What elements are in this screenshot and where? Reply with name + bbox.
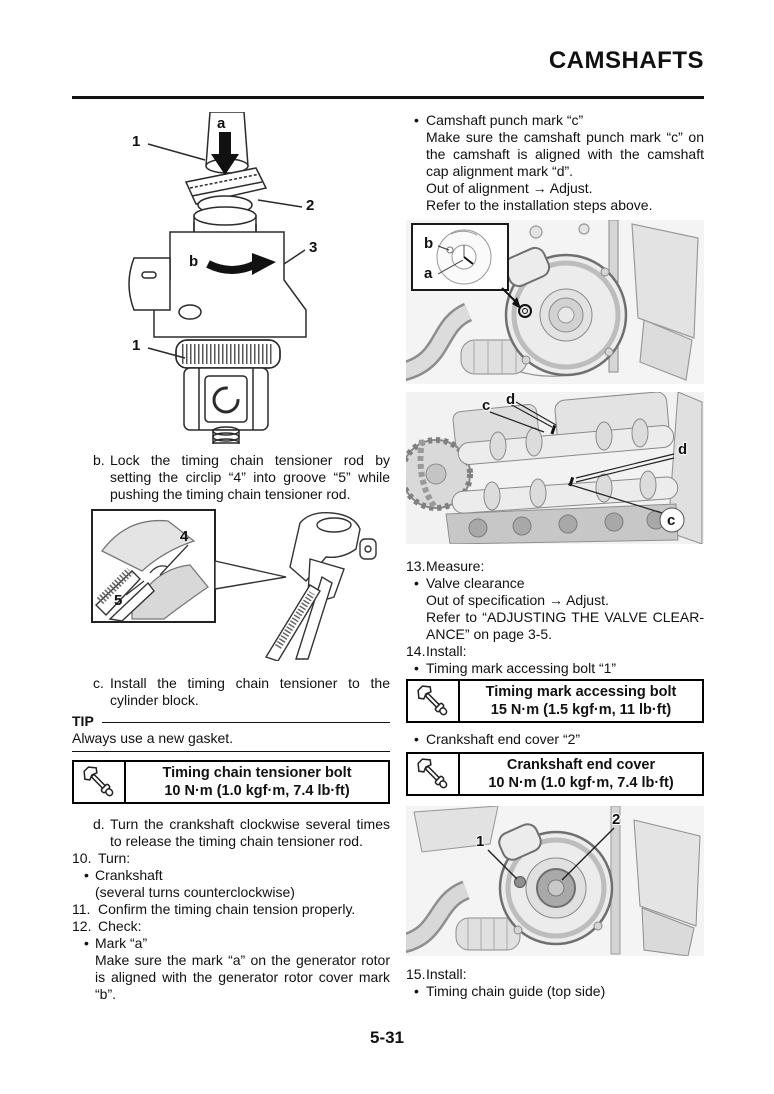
step-marker: 12. (72, 918, 92, 934)
photo-label: 1 (476, 833, 485, 850)
step-text: Check: (98, 918, 142, 934)
step-b (72, 452, 390, 503)
torque-spec-timing-mark-accessing-bolt (406, 679, 704, 723)
step-text: Install the timing chain tensioner to the cylinder block. (110, 675, 390, 708)
bullet-marker: • (84, 935, 89, 951)
step-10-note: (several turns counterclockwise) (95, 884, 295, 900)
step-marker: 15. (406, 966, 426, 982)
figure-label: 4 (180, 528, 189, 545)
step-15 (406, 966, 704, 983)
step-14-bullet (406, 660, 704, 677)
photo-label: c (667, 512, 676, 529)
step-marker: b. (93, 452, 105, 468)
torque-wrench-icon (408, 681, 460, 721)
figure-label: 1 (132, 337, 141, 354)
figure-label: 1 (132, 133, 141, 150)
figure-label: 5 (114, 592, 123, 609)
step-text: Confirm the timing chain tension properly. (98, 901, 356, 917)
step-text: Turn: (98, 850, 131, 866)
bullet-text: Timing mark accessing bolt “1” (426, 660, 617, 676)
figure-label: a (217, 115, 226, 132)
step-14 (406, 643, 704, 660)
step-13-bullet (406, 575, 704, 592)
photo-label: 2 (612, 811, 621, 828)
figure-label: 3 (309, 239, 318, 256)
bullet-text: Crankshaft end cover “2” (426, 731, 581, 747)
header-rule (72, 96, 704, 99)
bullet-text: Timing chain guide (top side) (426, 983, 606, 999)
step-12 (72, 918, 390, 935)
step-13 (406, 558, 704, 575)
step-13-reference-cont: ANCE” on page 3-5. (426, 626, 553, 642)
torque-value: 15 N·m (1.5 kgf·m, 11 lb·ft) (490, 702, 672, 718)
step-marker: 10. (72, 850, 92, 866)
bullet-text: Crankshaft (95, 867, 163, 883)
step-12-text: Make sure the mark “a” on the generator rotor is aligned with the generator rotor cover mark “b”. (95, 952, 390, 1002)
torque-title: Timing mark accessing bolt (485, 684, 677, 700)
step-text: Measure: (426, 558, 485, 574)
step-marker: d. (93, 816, 105, 832)
torque-spec-timing-chain-tensioner-bolt (72, 760, 390, 804)
step-text: Turn the crankshaft clockwise several times to release the timing chain tensioner rod. (110, 816, 390, 849)
step-10 (72, 850, 390, 867)
step-marker: 11. (72, 901, 91, 917)
figure-label: 2 (306, 197, 315, 214)
engine-photo (406, 806, 704, 956)
camshaft-mark-text: Make sure the camshaft punch mark “c” on the camshaft is aligned with the camshaft cap alignment mark “d”. (426, 129, 704, 179)
bullet-marker: • (414, 112, 419, 128)
step-d (72, 816, 390, 850)
step-11 (72, 901, 390, 918)
photo-generator-rotor-alignment (406, 220, 704, 384)
left-column (72, 110, 390, 1003)
tip-rule (102, 722, 390, 723)
photo-crankshaft-end-cover (406, 806, 704, 956)
step-marker: c. (93, 675, 104, 691)
torque-value: 10 N·m (1.0 kgf·m, 7.4 lb·ft) (164, 783, 350, 799)
torque-wrench-icon (408, 754, 460, 794)
figure-circlip-installation (72, 509, 390, 661)
figure-label: b (189, 253, 199, 270)
step-15-bullet (406, 983, 704, 1000)
figure-timing-chain-tensioner (72, 112, 390, 444)
bullet-marker: • (414, 660, 419, 676)
right-column (406, 110, 704, 1000)
page-title: CAMSHAFTS (548, 47, 704, 74)
page-number: 5-31 (369, 1028, 405, 1047)
camshaft-mark-bullet (406, 112, 704, 129)
photo-label: d (506, 392, 516, 408)
bullet-marker: • (414, 983, 419, 999)
step-12-bullet (72, 935, 390, 952)
tip-label: TIP (72, 713, 94, 729)
crankshaft-end-cover-bullet (406, 731, 704, 748)
step-text: Install: (426, 643, 467, 659)
photo-camshaft-punch-marks (406, 392, 704, 544)
bullet-text: Valve clearance (426, 575, 525, 591)
torque-title: Timing chain tensioner bolt (162, 765, 352, 781)
bullet-marker: • (84, 867, 89, 883)
bullet-marker: • (414, 731, 419, 747)
tensioner-line-art (72, 112, 390, 444)
bullet-text: Camshaft punch mark “c” (426, 112, 584, 128)
step-c (72, 675, 390, 709)
circlip-line-art (72, 509, 390, 661)
photo-label: d (678, 441, 688, 458)
step-text: Lock the timing chain tensioner rod by setting the circlip “4” into groove “5” while pushing the timing chain tensioner rod. (110, 452, 390, 502)
photo-label: a (424, 265, 433, 282)
tip-text: Always use a new gasket. (72, 730, 234, 746)
torque-wrench-icon (74, 762, 126, 802)
torque-spec-crankshaft-end-cover (406, 752, 704, 796)
torque-title: Crankshaft end cover (506, 757, 656, 773)
tip-rule-bottom (72, 751, 390, 752)
step-13-reference: Refer to “ADJUSTING THE VALVE CLEAR- (426, 609, 704, 625)
camshaft-mark-refer: Refer to the installation steps above. (426, 197, 653, 213)
bullet-text: Mark “a” (95, 935, 148, 951)
step-marker: 13. (406, 558, 426, 574)
engine-photo (406, 220, 704, 384)
photo-label: c (482, 397, 491, 414)
cylinder-head-photo (406, 392, 704, 544)
step-13-result: Out of specification → Adjust. (426, 592, 609, 608)
step-text: Install: (426, 966, 467, 982)
torque-value: 10 N·m (1.0 kgf·m, 7.4 lb·ft) (488, 775, 674, 791)
bullet-marker: • (414, 575, 419, 591)
step-10-bullet (72, 867, 390, 884)
camshaft-mark-result: Out of alignment → Adjust. (426, 180, 593, 196)
tip-block (72, 713, 390, 752)
step-marker: 14. (406, 643, 426, 659)
photo-label: b (424, 235, 434, 252)
